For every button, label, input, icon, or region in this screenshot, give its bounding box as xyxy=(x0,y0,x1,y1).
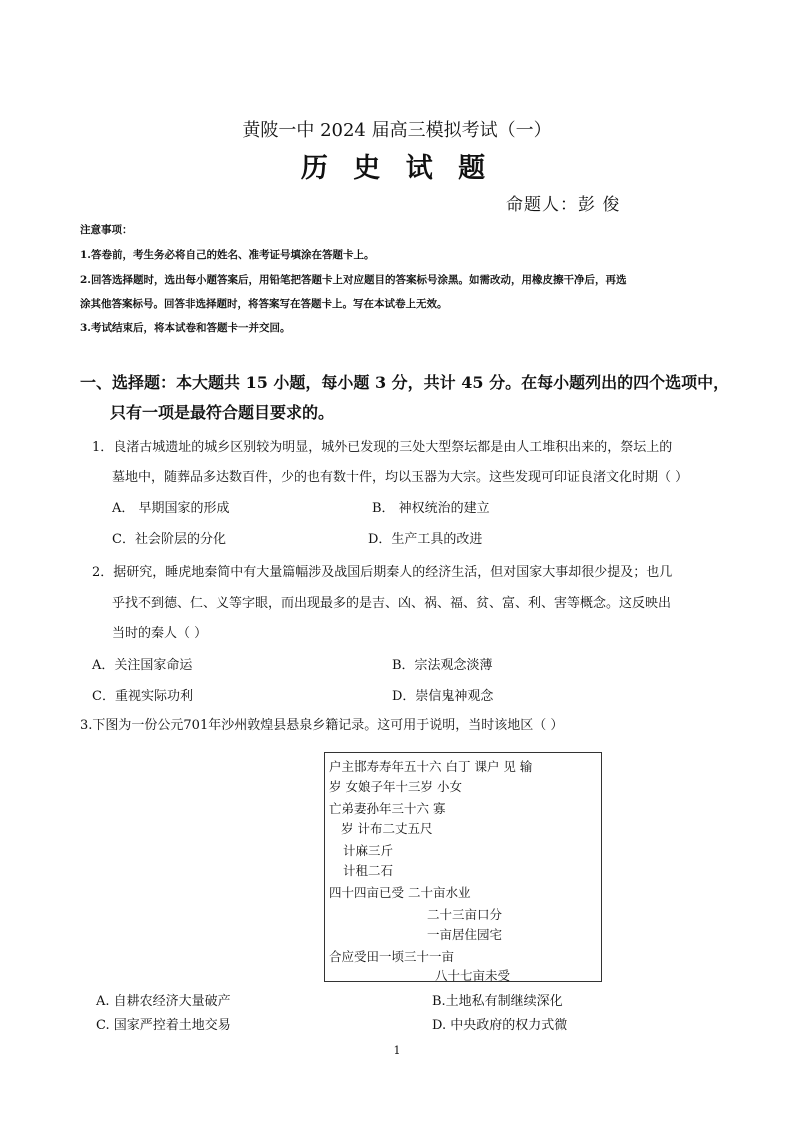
question-2-line: 乎找不到德、仁、义等字眼，而出现最多的是吉、凶、祸、福、贫、富、利、害等概念。这反映出 xyxy=(112,596,672,611)
question-3-option-a: A. 自耕农经济大量破产 xyxy=(96,994,231,1009)
question-1-option-b: B． 神权统治的建立 xyxy=(372,501,490,516)
question-1-line: 墓地中，随葬品多达数百件，少的也有数十件，均以玉器为大宗。这些发现可印证良渚文化时期（ ） xyxy=(112,470,689,485)
question-1-option-c: C．社会阶层的分化 xyxy=(112,532,226,547)
question-2-option-d: D．崇信鬼神观念 xyxy=(392,689,494,704)
register-line: 岁 计布二丈五尺 xyxy=(341,821,433,836)
register-line: 亡弟妻孙年三十六 寡 xyxy=(329,801,446,816)
author-line: 命题人：彭 俊 xyxy=(506,195,621,215)
question-1-line: 1．良渚古城遗址的城乡区别较为明显，城外已发现的三处大型祭坛都是由人工堆积出来的，祭坛上的 xyxy=(92,440,673,455)
household-register-figure xyxy=(324,752,602,982)
question-3-line: 3.下图为一份公元701年沙州敦煌县悬泉乡籍记录。这可用于说明，当时该地区（ ） xyxy=(80,718,564,733)
exam-title: 黄陂一中 2024 届高三模拟考试（一） xyxy=(242,120,552,141)
question-1-option-d: D．生产工具的改进 xyxy=(368,532,483,547)
register-line: 八十七亩未受 xyxy=(435,968,511,983)
section-heading-cont: 只有一项是最符合题目要求的。 xyxy=(110,403,335,422)
note-item: 3.考试结束后，将本试卷和答题卡一并交回。 xyxy=(80,322,291,334)
note-item: 1.答卷前，考生务必将自己的姓名、准考证号填涂在答题卡上。 xyxy=(80,249,375,261)
note-item: 2.回答选择题时，选出每小题答案后，用铅笔把答题卡上对应题目的答案标号涂黑。如需改动，用橡皮擦干净后，再选 xyxy=(80,274,627,286)
register-line: 二十三亩口分 xyxy=(427,907,503,922)
question-2-option-c: C．重视实际功利 xyxy=(92,689,193,704)
question-2-option-b: B．宗法观念淡薄 xyxy=(392,658,493,673)
page-number: 1 xyxy=(393,1044,401,1057)
register-line: 合应受田一顷三十一亩 xyxy=(329,949,455,964)
note-item: 涂其他答案标号。回答非选择题时，将答案写在答题卡上。写在本试卷上无效。 xyxy=(80,298,448,310)
question-2-line: 2．据研究，睡虎地秦简中有大量篇幅涉及战国后期秦人的经济生活，但对国家大事却很少提及；也几 xyxy=(92,565,673,580)
question-3-option-c: C. 国家严控着土地交易 xyxy=(96,1018,231,1033)
question-2-line: 当时的秦人（ ） xyxy=(112,626,208,641)
register-line: 计麻三斤 xyxy=(343,843,394,858)
question-1-option-a: A． 早期国家的形成 xyxy=(112,501,230,516)
question-3-option-d: D. 中央政府的权力式微 xyxy=(432,1018,568,1033)
register-line: 岁 女娘子年十三岁 小女 xyxy=(329,779,462,794)
notes-heading: 注意事项： xyxy=(80,224,133,236)
register-line: 四十四亩已受 二十亩水业 xyxy=(329,885,471,900)
subject-title: 历 史 试 题 xyxy=(300,153,494,184)
register-line: 计租二石 xyxy=(343,863,394,878)
register-line: 一亩居住园宅 xyxy=(427,927,503,942)
section-heading: 一、选择题：本大题共 15 小题，每小题 3 分，共计 45 分。在每小题列出的四个选项中， xyxy=(80,373,730,392)
question-2-option-a: A．关注国家命运 xyxy=(92,658,193,673)
register-line: 户主邯寿寿年五十六 白丁 课户 见 输 xyxy=(329,759,533,774)
question-3-option-b: B.土地私有制继续深化 xyxy=(432,994,563,1009)
